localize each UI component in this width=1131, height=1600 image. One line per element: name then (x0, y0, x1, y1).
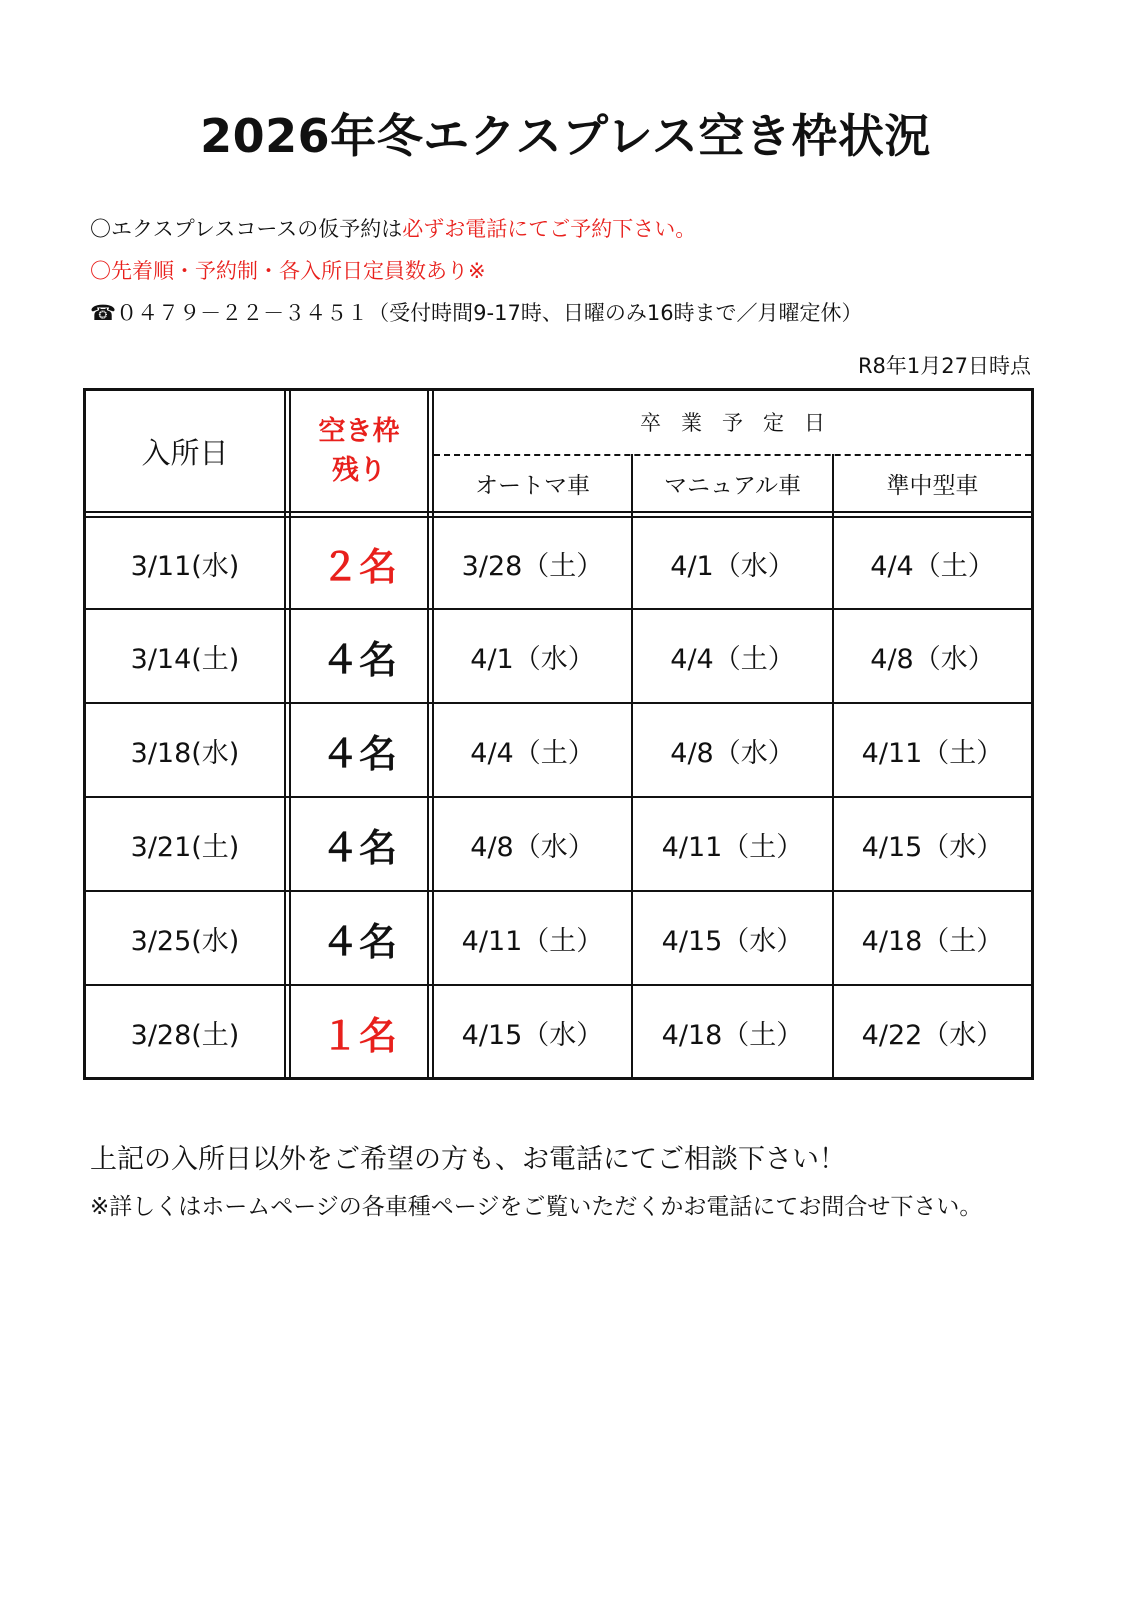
cell-automatic: 4/4（土） (470, 737, 595, 769)
cell-remaining: ４名 (320, 825, 397, 870)
header-semi-medium: 準中型車 (886, 473, 979, 499)
cell-automatic: 4/8（水） (470, 831, 595, 863)
footer-detail-note: ※詳しくはホームページの各車種ページをご覧いただくかお電話にてお問合せ下さい。 (90, 1194, 983, 1220)
notice-reservation-text: 〇エクスプレスコースの仮予約は (90, 217, 403, 241)
cell-semi-medium: 4/11（土） (861, 737, 1004, 769)
notice-line-conditions: 〇先着順・予約制・各入所日定員数あり※ (90, 259, 486, 283)
as-of-date: R8年1月27日時点 (857, 354, 1031, 378)
cell-manual: 4/11（土） (661, 831, 804, 863)
cell-entry-date: 3/11(水) (130, 550, 240, 582)
header-availability-line2: 残り (332, 455, 386, 486)
cell-remaining: ４名 (320, 731, 397, 776)
availability-table (83, 388, 1034, 1080)
cell-semi-medium: 4/8（水） (870, 643, 995, 675)
cell-entry-date: 3/14(土) (130, 643, 240, 675)
cell-remaining: ２名 (320, 544, 397, 589)
phone-icon: ☎ (90, 301, 117, 325)
cell-entry-date: 3/25(水) (130, 925, 240, 957)
page-title: 2026年冬エクスプレス空き枠状況 (200, 109, 931, 163)
cell-manual: 4/15（水） (661, 925, 804, 957)
cell-manual: 4/8（水） (670, 737, 795, 769)
cell-semi-medium: 4/15（水） (861, 831, 1004, 863)
divider (284, 391, 286, 1077)
header-availability-line1: 空き枠 (318, 415, 400, 447)
notice-line-phone (90, 297, 863, 327)
cell-automatic: 4/11（土） (461, 925, 604, 957)
notice-line-reservation (90, 213, 696, 243)
header-automatic: オートマ車 (475, 473, 590, 499)
footer-consult-note: 上記の入所日以外をご希望の方も、お電話にてご相談下さい！ (90, 1144, 846, 1175)
cell-entry-date: 3/21(土) (130, 831, 240, 863)
phone-number: ０４７９－２２－３４５１（受付時間9-17時、日曜のみ16時まで／月曜定休） (116, 301, 863, 325)
notice-reservation-emphasis: 必ずお電話にてご予約下さい。 (402, 217, 697, 241)
cell-entry-date: 3/28(土) (130, 1019, 240, 1051)
divider (86, 511, 1031, 513)
cell-remaining: ４名 (320, 637, 397, 682)
cell-manual: 4/18（土） (661, 1019, 804, 1051)
cell-entry-date: 3/18(水) (130, 737, 240, 769)
header-entry-date: 入所日 (141, 435, 229, 470)
cell-manual: 4/1（水） (670, 550, 795, 582)
cell-remaining: ４名 (320, 919, 397, 964)
header-graduation: 卒業予定日 (640, 411, 845, 435)
cell-remaining: １名 (320, 1013, 397, 1058)
cell-manual: 4/4（土） (670, 643, 795, 675)
cell-semi-medium: 4/18（土） (861, 925, 1004, 957)
cell-automatic: 3/28（土） (461, 550, 604, 582)
cell-automatic: 4/15（水） (461, 1019, 604, 1051)
header-manual: マニュアル車 (663, 473, 802, 499)
divider (427, 391, 429, 1077)
cell-semi-medium: 4/22（水） (861, 1019, 1004, 1051)
cell-automatic: 4/1（水） (470, 643, 595, 675)
cell-semi-medium: 4/4（土） (870, 550, 995, 582)
header-availability (291, 391, 427, 511)
